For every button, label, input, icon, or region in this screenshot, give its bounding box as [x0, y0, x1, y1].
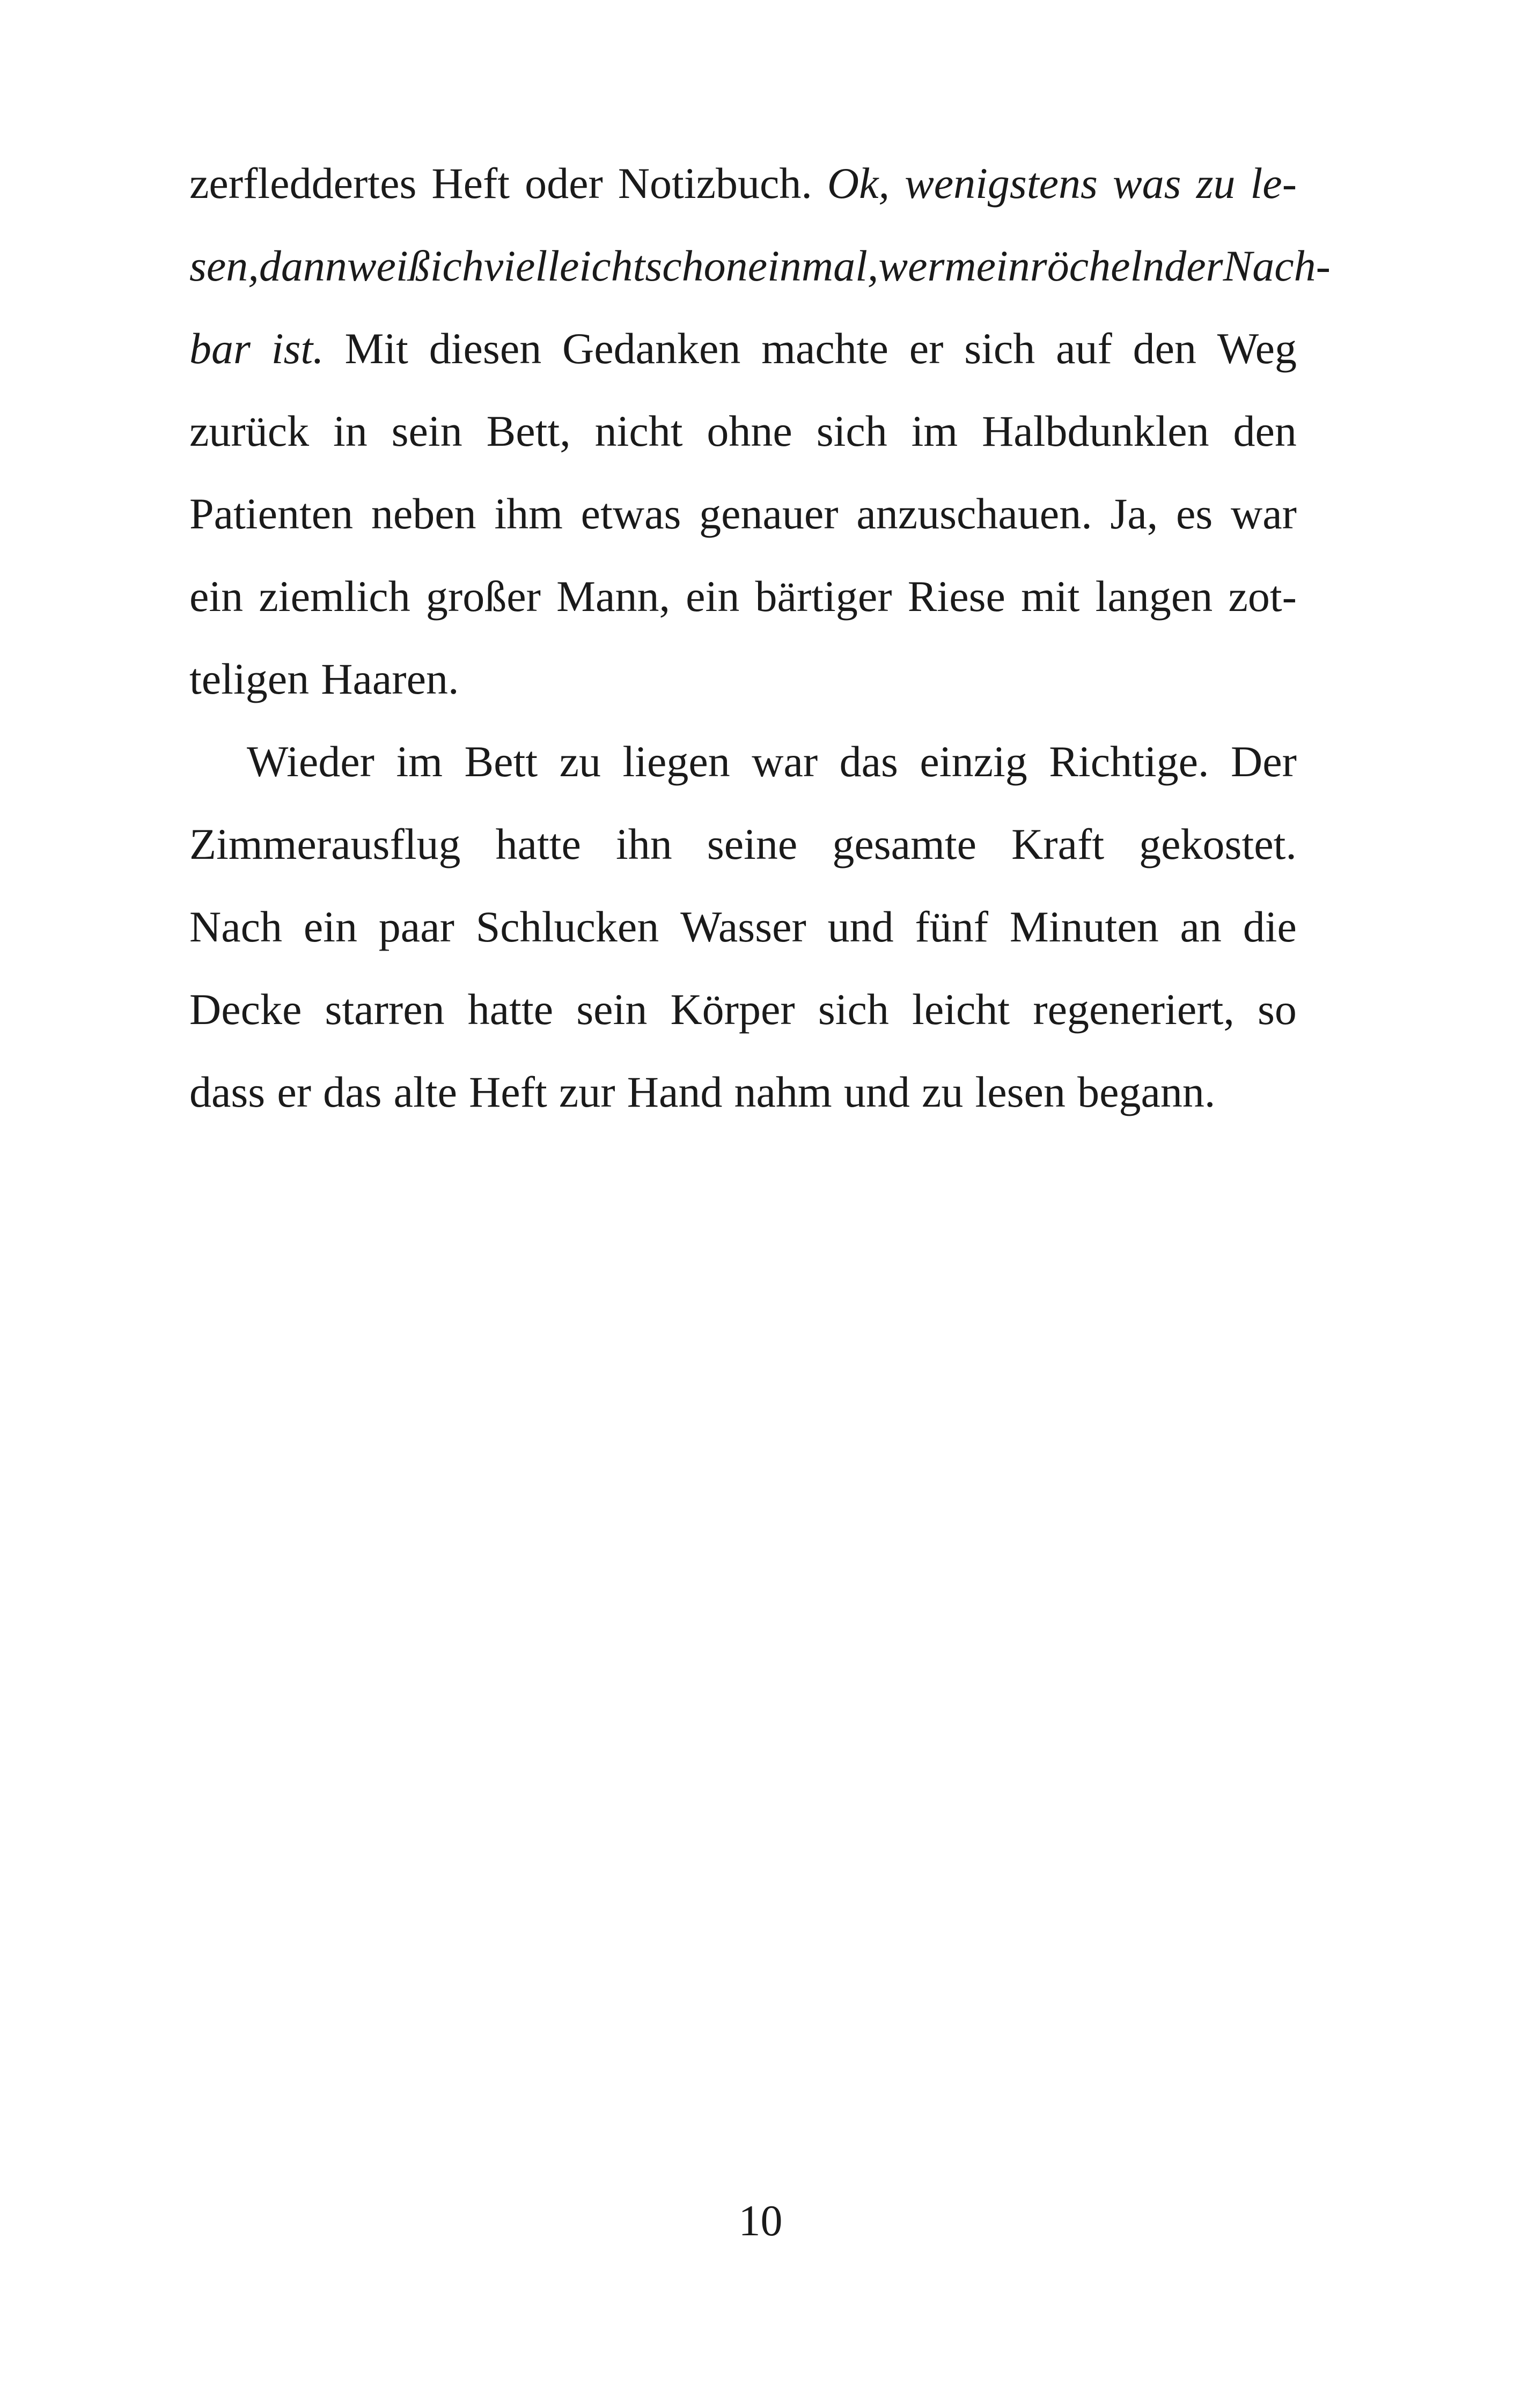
word: liegen: [622, 737, 730, 786]
word: gesamte: [832, 820, 977, 868]
word: Haaren.: [321, 654, 459, 703]
word: anzuschauen.: [856, 489, 1092, 538]
word: hatte: [495, 820, 581, 868]
word: er: [909, 324, 944, 373]
text-line: [189, 225, 1331, 307]
word: nicht: [594, 407, 683, 455]
word: weiß: [347, 241, 430, 290]
text-line: [189, 555, 1297, 638]
word: Körper: [670, 985, 795, 1034]
word: zu: [1196, 159, 1236, 208]
text-line: [189, 390, 1297, 473]
word: zot-: [1228, 572, 1297, 621]
word: es: [1175, 489, 1213, 538]
text-line: [189, 473, 1297, 555]
word: Bett,: [486, 407, 571, 455]
word: Heft: [469, 1067, 547, 1116]
word: langen: [1095, 572, 1213, 621]
word: einmal,: [747, 241, 879, 290]
word: ziemlich: [259, 572, 410, 621]
body-text: [189, 142, 1331, 1133]
text-line: [189, 720, 1297, 803]
text-line: [189, 638, 1297, 720]
word: Weg: [1217, 324, 1297, 373]
word: Decke: [189, 985, 302, 1034]
word: Hand: [627, 1067, 723, 1116]
word: dass: [189, 1067, 266, 1116]
text-line: [189, 803, 1297, 886]
word: ist.: [271, 324, 324, 373]
page-number: 10: [738, 2196, 783, 2245]
word: begann.: [1077, 1067, 1216, 1116]
word: Wasser: [680, 902, 806, 951]
text-line: [189, 886, 1297, 968]
text-line: [189, 142, 1297, 225]
word: er: [277, 1067, 312, 1116]
word: oder: [525, 159, 603, 208]
word: ein: [189, 572, 244, 621]
word: auf: [1056, 324, 1112, 373]
word: zurück: [189, 407, 310, 455]
word: sich: [818, 985, 889, 1034]
paragraph: [189, 720, 1297, 1133]
word: das: [839, 737, 898, 786]
word: alte: [393, 1067, 457, 1116]
word: großer: [425, 572, 541, 621]
word: mein: [944, 241, 1030, 290]
word: Mann,: [556, 572, 670, 621]
word: etwas: [581, 489, 681, 538]
word: Richtige.: [1049, 737, 1209, 786]
word: bärtiger: [755, 572, 892, 621]
word: sich: [964, 324, 1035, 373]
word: war: [752, 737, 818, 786]
word: und: [843, 1067, 910, 1116]
word: sein: [576, 985, 648, 1034]
word: röchelnder: [1030, 241, 1223, 290]
word: machte: [761, 324, 888, 373]
word: an: [1180, 902, 1222, 951]
word: ein: [303, 902, 357, 951]
word: ihm: [494, 489, 563, 538]
word: gekostet.: [1139, 820, 1297, 868]
word: genauer: [699, 489, 839, 538]
word: den: [1233, 407, 1297, 455]
word: den: [1133, 324, 1196, 373]
word: was: [1112, 159, 1181, 208]
word: Mit: [344, 324, 408, 373]
word: ihn: [616, 820, 672, 868]
word: wenigstens: [905, 159, 1098, 208]
word: diesen: [429, 324, 542, 373]
word: zu: [559, 737, 601, 786]
paragraph: [189, 142, 1331, 720]
word: Nach: [189, 902, 283, 951]
word: im: [911, 407, 958, 455]
word: le-: [1250, 159, 1297, 208]
word: und: [827, 902, 894, 951]
word: lesen: [975, 1067, 1066, 1116]
word: im: [396, 737, 443, 786]
word: regeneriert,: [1033, 985, 1235, 1034]
word: mit: [1021, 572, 1080, 621]
text-line: [189, 307, 1297, 390]
word: bar: [189, 324, 251, 373]
word: so: [1258, 985, 1297, 1034]
word: paar: [378, 902, 454, 951]
word: zu: [921, 1067, 964, 1116]
word: wer: [878, 241, 945, 290]
word: Schlucken: [475, 902, 659, 951]
word: zur: [559, 1067, 615, 1116]
word: Ok,: [827, 159, 890, 208]
word: ohne: [707, 407, 792, 455]
word: sen,: [189, 241, 259, 290]
word: die: [1243, 902, 1297, 951]
word: sich: [816, 407, 887, 455]
word: das: [323, 1067, 382, 1116]
word: Der: [1231, 737, 1297, 786]
word: zerfleddertes: [189, 159, 417, 208]
word: Ja,: [1110, 489, 1158, 538]
word: in: [333, 407, 368, 455]
word: fünf: [915, 902, 989, 951]
word: war: [1230, 489, 1297, 538]
text-line: [189, 1051, 1297, 1133]
word: Notizbuch.: [618, 159, 812, 208]
word: dann: [259, 241, 347, 290]
word: starren: [325, 985, 445, 1034]
word: Zimmerausflug: [189, 820, 461, 868]
word: vielleicht: [483, 241, 645, 290]
word: Nach-: [1223, 241, 1331, 290]
word: Riese: [907, 572, 1005, 621]
word: Wieder: [247, 737, 374, 786]
word: nahm: [734, 1067, 832, 1116]
word: seine: [707, 820, 798, 868]
word: teligen: [189, 654, 310, 703]
word: Heft: [431, 159, 510, 208]
text-line: [189, 968, 1297, 1051]
word: Minuten: [1009, 902, 1159, 951]
word: ein: [686, 572, 740, 621]
word: Patienten: [189, 489, 354, 538]
word: sein: [391, 407, 462, 455]
word: neben: [371, 489, 476, 538]
word: Halbdunklen: [982, 407, 1209, 455]
word: Gedanken: [562, 324, 741, 373]
word: hatte: [467, 985, 554, 1034]
word: ich: [430, 241, 484, 290]
word: schon: [645, 241, 748, 290]
word: leicht: [912, 985, 1010, 1034]
word: einzig: [920, 737, 1027, 786]
word: Kraft: [1011, 820, 1105, 868]
word: Bett: [464, 737, 538, 786]
